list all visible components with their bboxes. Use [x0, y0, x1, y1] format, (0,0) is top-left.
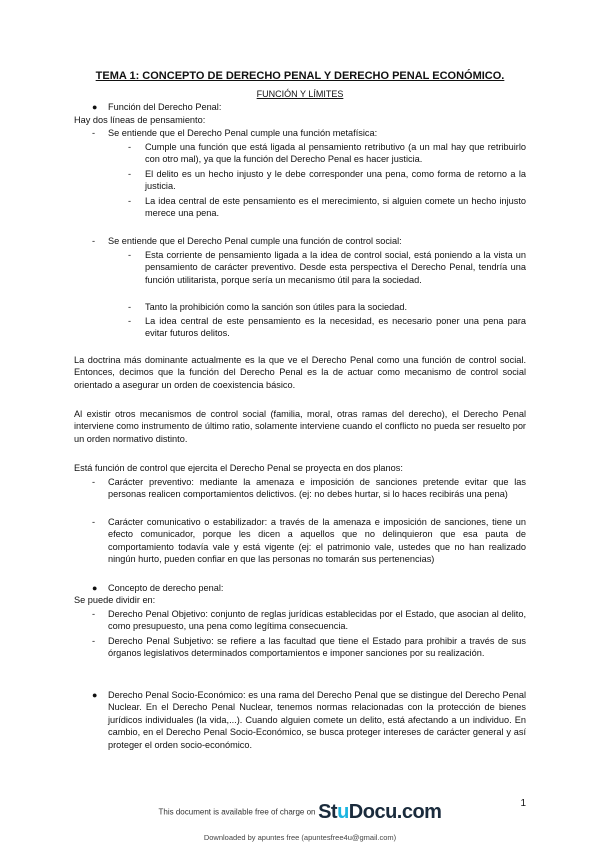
bullet-dot-icon: ● — [92, 583, 98, 593]
dash-marker: - — [128, 302, 132, 312]
line-of-thought-1: Se entiende que el Derecho Penal cumple una función metafísica: — [108, 128, 378, 138]
dash-marker: - — [92, 477, 96, 487]
paragraph-ultimo-ratio: Al existir otros mecanismos de control social (familia, moral, otras ramas del derecho), el Derecho Penal interviene como instrumento de último ratio, solamente interviene cuando el conflicto no pueda ser resuelto por un orden normativo distinto. — [74, 409, 526, 444]
concept-intro: Se puede dividir en: — [74, 595, 156, 605]
dash-marker: - — [92, 636, 96, 646]
section-heading-funcion: Función del Derecho Penal: — [108, 102, 222, 112]
studocu-logo[interactable] — [318, 801, 442, 824]
list-item: La idea central de este pensamiento es el merecimiento, si alguien comete un hecho injusto merece una pena. — [145, 196, 526, 219]
dash-marker: - — [128, 196, 132, 206]
footer-text: This document is available free of charge on — [158, 807, 316, 817]
logo-part: Docu — [348, 801, 397, 824]
bullet-dot-icon: ● — [92, 690, 98, 700]
paragraph-planos: Está función de control que ejercita el Derecho Penal se proyecta en dos planos: — [74, 463, 403, 473]
download-notice: Downloaded by apuntes free (apuntesfree4u@gmail.com) — [203, 833, 397, 842]
bullet-dot-icon: ● — [92, 102, 98, 112]
list-item: Carácter preventivo: mediante la amenaza e imposición de sanciones pretende evitar que las personas realicen comportamientos delictivos. (ej: no debes hurtar, si lo haces recibirás una pena) — [108, 477, 526, 500]
dash-marker: - — [92, 517, 96, 527]
document-subtitle: FUNCIÓN Y LÍMITES — [256, 89, 344, 99]
list-item: Derecho Penal Objetivo: conjunto de reglas jurídicas establecidas por el Estado, que asocian al delito, como presupuesto, una pena como legítima consecuencia. — [108, 609, 526, 632]
paragraph-doctrina: La doctrina más dominante actualmente es la que ve el Derecho Penal como una función de control social. Entonces, decimos que la función del Derecho Penal es la de actuar como mecanismo de control social orientado a asegurar un orden de coexistencia básico. — [74, 355, 526, 390]
paragraph-socio-economico: Derecho Penal Socio-Económico: es una rama del Derecho Penal que se distingue del Derecho Penal Nuclear. En el Derecho Penal Nuclear, tenemos normas relacionadas con la protección de bienes jurídicos individuales (la vida,...). Cuando alguien comete un delito, está afectando a un individuo. En cambio, en el Derecho Penal Socio-Económico, se busca proteger intereses de carácter general y así proteger el orden socio-económico. — [108, 690, 526, 750]
dash-marker: - — [128, 250, 132, 260]
list-item: La idea central de este pensamiento es la necesidad, es necesario poner una pena para evitar futuros delitos. — [145, 316, 526, 339]
page-number: 1 — [520, 798, 526, 809]
list-item: Carácter comunicativo o estabilizador: a través de la amenaza e imposición de sanciones, tiene un efecto comunicador, porque les dicen a aquellos que no delinquieron que esa pauta de comportamiento todavía vale y está vigente (ej: el patrimonio vale, ustedes que no han realizado ningún hurto, pueden confiar en que las personas no tomarán sus pertenencias) — [108, 517, 526, 565]
list-item: Derecho Penal Subjetivo: se refiere a las facultad que tiene el Estado para prohibir a través de sus órganos legislativos determinados comportamientos e imponer sanciones por su realización. — [108, 636, 526, 659]
footer — [0, 801, 600, 824]
list-item: El delito es un hecho injusto y le debe corresponder una pena, como forma de retorno a la justicia. — [145, 169, 526, 192]
list-item: Tanto la prohibición como la sanción son útiles para la sociedad. — [145, 302, 407, 312]
list-item: Cumple una función que está ligada al pensamiento retributivo (a un mal hay que retribuirlo con otro mal), ya que la función del Derecho Penal es hacer justicia. — [145, 142, 526, 165]
dash-marker: - — [92, 609, 96, 619]
dash-marker: - — [128, 142, 132, 152]
dash-marker: - — [128, 316, 132, 326]
list-item: Esta corriente de pensamiento ligada a la idea de control social, está poniendo a la vista un pensamiento de carácter preventivo. Desde esta perspectiva el Derecho Penal, tendría una función utilitarista, porque sería un mecanismo útil para la sociedad. — [145, 250, 526, 285]
dash-marker: - — [128, 169, 132, 179]
section-heading-concepto: Concepto de derecho penal: — [108, 583, 224, 593]
logo-part: u — [337, 801, 349, 824]
logo-part: .com — [396, 801, 442, 824]
logo-part: St — [318, 801, 338, 824]
line-of-thought-2: Se entiende que el Derecho Penal cumple una función de control social: — [108, 236, 402, 246]
document-title: TEMA 1: CONCEPTO DE DERECHO PENAL Y DERECHO PENAL ECONÓMICO. — [95, 70, 505, 82]
dash-marker: - — [92, 236, 96, 246]
lines-of-thought-intro: Hay dos líneas de pensamiento: — [74, 115, 206, 125]
dash-marker: - — [92, 128, 96, 138]
